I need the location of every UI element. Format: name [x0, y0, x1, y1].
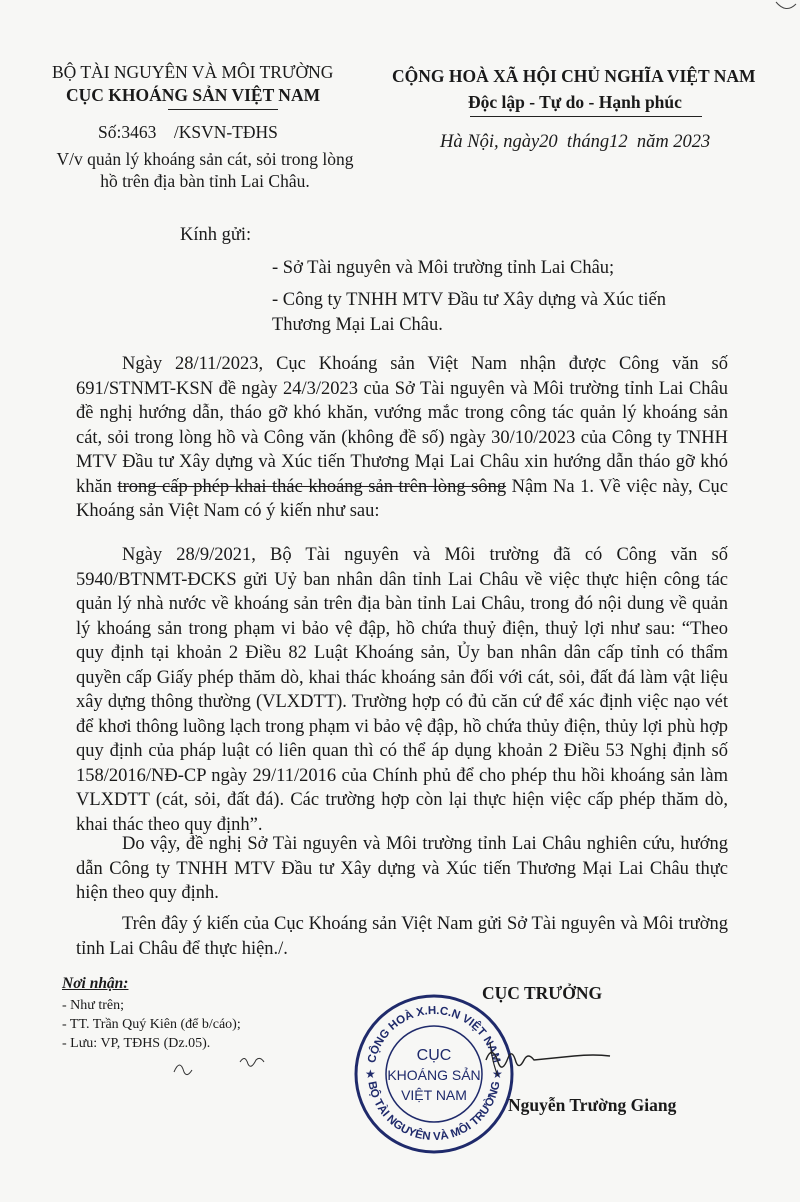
date-line: Hà Nội, ngày20 tháng12 năm 2023	[440, 132, 711, 152]
motto-underline	[470, 116, 702, 117]
subject-line-2: hồ trên địa bàn tỉnh Lai Châu.	[100, 171, 310, 191]
recipients-list-item: - TT. Trần Quý Kiên (để b/cáo);	[62, 1017, 241, 1032]
addressee-label: Kính gửi:	[180, 225, 252, 245]
subject-line-1: V/v quản lý khoáng sản cát, sỏi trong lòng	[56, 149, 354, 169]
svg-text:BỘ TÀI NGUYÊN VÀ MÔI TRƯỜNG: BỘ TÀI NGUYÊN VÀ MÔI TRƯỜNG	[365, 1080, 503, 1144]
agency-parent: BỘ TÀI NGUYÊN VÀ MÔI TRƯỜNG	[52, 62, 334, 82]
handwritten-initials	[170, 1050, 280, 1080]
svg-text:CỘNG HOÀ X.H.C.N VIỆT NAM: CỘNG HOÀ X.H.C.N VIỆT NAM	[366, 1004, 502, 1065]
svg-text:★: ★	[365, 1067, 376, 1081]
paragraph-3: Do vậy, đề nghị Sở Tài nguyên và Môi trường tỉnh Lai Châu nghiên cứu, hướng dẫn Công ty TNHH MTV Đầu tư Xây dựng và Xúc tiến Thương Mại Lai Châu thực hiện theo quy định.	[76, 834, 728, 903]
agency-underline	[168, 109, 278, 110]
agency-name: CỤC KHOÁNG SẢN VIỆT NAM	[66, 85, 321, 105]
svg-text:KHOÁNG SẢN: KHOÁNG SẢN	[387, 1067, 481, 1083]
svg-text:VIỆT NAM: VIỆT NAM	[401, 1087, 467, 1103]
paragraph-2: Ngày 28/9/2021, Bộ Tài nguyên và Môi trường đã có Công văn số 5940/BTNMT-ĐCKS gửi Uỷ ban nhân dân tỉnh Lai Châu về việc thực hiện công tác quản lý nhà nước về khoáng sản trên địa bàn tỉnh Lai Châu, trong đó nội dung về quản lý khoáng sản trong phạm vi bảo vệ đập, hồ chứa thuỷ điện, thuỷ lợi như sau: “Theo quy định tại khoản 2 Điều 82 Luật Khoáng sản, Ủy ban nhân dân cấp tỉnh có thẩm quyền cấp Giấy phép thăm dò, khai thác khoáng sản đối với cát, sỏi, đất đá làm vật liệu xây dựng thông thường (VLXDTT). Trường hợp có đủ căn cứ để xác định việc nạo vét để khơi thông luồng lạch trong phạm vi bảo vệ đập, hồ chứa thủy điện, thủy lợi phù hợp quy định của pháp luật có liên quan thì có thể áp dụng khoản 2 Điều 53 Nghị định số 158/2016/NĐ-CP ngày 29/11/2016 của Chính phủ để cho phép thu hồi khoáng sản làm VLXDTT (cát, sỏi, đất đá). Các trường hợp còn lại thực hiện việc cấp phép thăm dò, khai thác theo quy định”.	[76, 545, 728, 835]
document-subject	[40, 148, 370, 192]
recipients-list-title: Nơi nhận:	[62, 975, 129, 992]
recipients-list-item: - Lưu: VP, TĐHS (Dz.05).	[62, 1036, 211, 1051]
recipients-list-item: - Như trên;	[62, 998, 125, 1013]
paragraph-1-a: Ngày 28/11/2023, Cục Khoáng sản Việt Nam nhận được Công văn số 691/STNMT-KSN đề ngày 24/3/2023 của Sở Tài nguyên và Môi trường tỉnh Lai Châu đề nghị hướng dẫn, tháo gỡ khó khăn, vướng mắc trong công tác quản lý khoáng sản cát, sỏi trong lòng hồ và Công văn (không đề số) ngày 30/10/2023 của Công ty TNHH MTV Đầu tư Xây dựng và Xúc tiến Thương Mại Lai Châu xin hướng dẫn tháo gỡ khó khăn	[76, 354, 728, 497]
recipient-2-line-1: - Công ty TNHH MTV Đầu tư Xây dựng và Xúc tiến	[272, 290, 666, 310]
national-motto: Độc lập - Tự do - Hạnh phúc	[468, 92, 682, 112]
recipient-2-line-2: Thương Mại Lai Châu.	[272, 315, 443, 335]
signer-title: CỤC TRƯỞNG	[482, 983, 603, 1003]
svg-text:★: ★	[492, 1067, 503, 1081]
nation-title: CỘNG HOÀ XÃ HỘI CHỦ NGHĨA VIỆT NAM	[392, 66, 756, 86]
paragraph-1-b: Nậm Na 1. Về việc này, Cục Khoáng sản Việt Nam có ý kiến như sau:	[76, 476, 728, 521]
document-number: Số:3463 /KSVN-TĐHS	[98, 122, 278, 142]
signer-name: Nguyễn Trường Giang	[508, 1095, 677, 1115]
svg-text:CỤC: CỤC	[416, 1047, 452, 1064]
recipient-1: - Sở Tài nguyên và Môi trường tỉnh Lai Châu;	[272, 258, 615, 278]
paragraph-1	[76, 352, 728, 524]
page-corner-mark	[770, 0, 800, 18]
paragraph-4: Trên đây ý kiến của Cục Khoáng sản Việt Nam gửi Sở Tài nguyên và Môi trường tỉnh Lai Châu để thực hiện./.	[76, 914, 728, 959]
paragraph-1-struck: trong cấp phép khai thác khoáng sản trên lòng sông	[117, 476, 507, 497]
handwritten-signature	[468, 1030, 618, 1090]
